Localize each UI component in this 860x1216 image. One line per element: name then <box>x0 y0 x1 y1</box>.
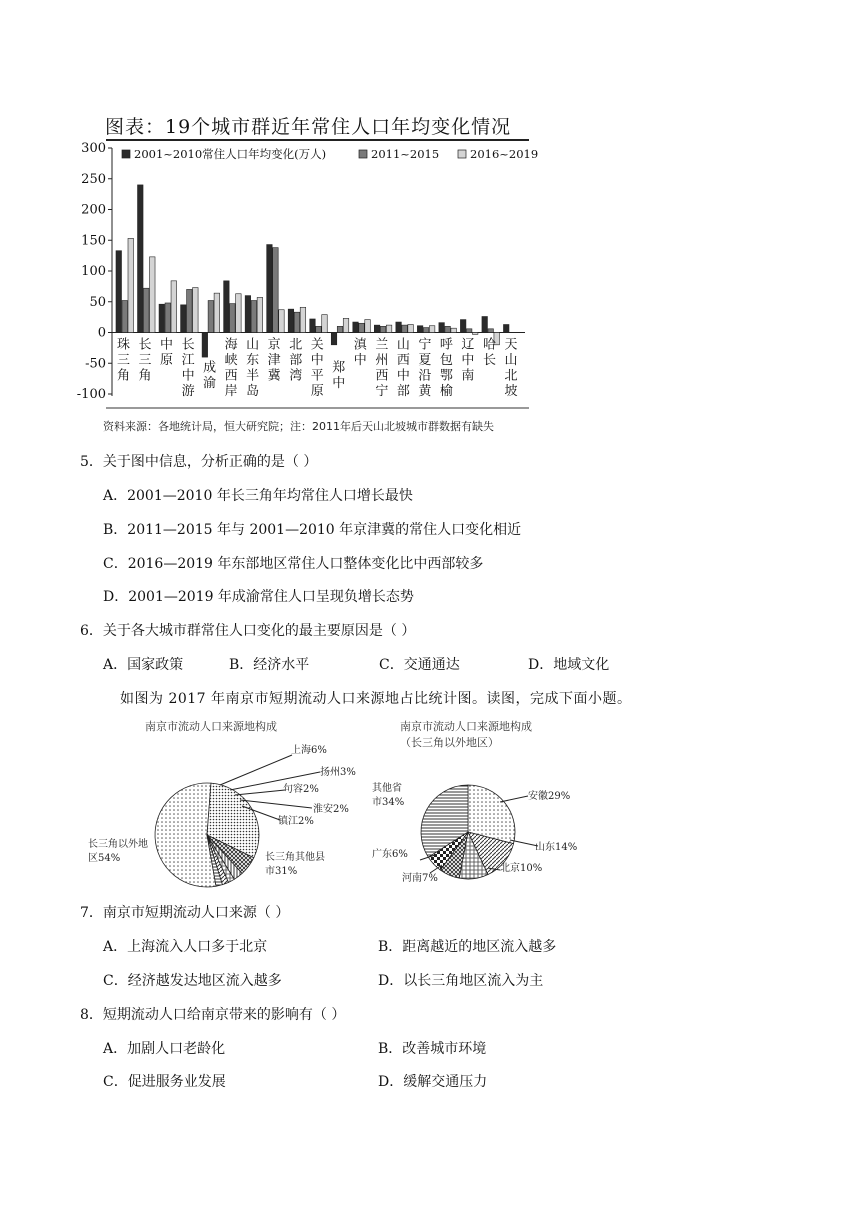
bar-15-series-1 <box>445 326 451 332</box>
question-5-stem: 5．关于图中信息，分析正确的是（ ） <box>80 454 318 470</box>
bar-15-series-2 <box>451 328 457 332</box>
bar-15-series-0 <box>439 323 445 333</box>
bar-11-series-2 <box>365 320 371 333</box>
q8-option-a[interactable]: A．加剧人口老龄化 <box>103 1041 226 1057</box>
bar-7-series-1 <box>273 248 279 333</box>
q8-option-b[interactable]: B．改善城市环境 <box>378 1041 487 1057</box>
x-category-label: 京津冀 <box>267 337 281 384</box>
bar-3-series-0 <box>181 305 187 333</box>
y-tick-label: -100 <box>76 387 106 402</box>
x-category-label: 成渝 <box>203 360 217 392</box>
q5-option-c[interactable]: C．2016—2019 年东部地区常住人口整体变化比中西部较多 <box>103 556 484 572</box>
bar-2-series-0 <box>159 304 165 332</box>
pie1-label-yangzhou: 扬州3% <box>320 767 356 778</box>
bar-chart <box>70 140 540 415</box>
bar-12-series-1 <box>380 326 386 332</box>
q8-option-c[interactable]: C．促进服务业发展 <box>103 1074 226 1090</box>
x-category-label: 北部湾 <box>289 337 303 384</box>
bar-16-series-1 <box>466 329 472 333</box>
bar-5-series-2 <box>236 294 242 333</box>
q8-option-d[interactable]: D．缓解交通压力 <box>378 1074 488 1090</box>
bar-11-series-1 <box>359 323 365 332</box>
pie1-label-other-counties: 长三角其他县市31% <box>265 852 325 877</box>
bar-1-series-2 <box>150 257 156 333</box>
pie1-label-shanghai: 上海6% <box>291 745 327 756</box>
x-category-label: 辽中南 <box>461 337 475 384</box>
y-tick-label: 50 <box>89 294 106 310</box>
bar-9-series-0 <box>310 319 316 333</box>
x-category-label: 海峡西岸 <box>224 337 238 399</box>
bar-13-series-0 <box>396 322 402 332</box>
q6-option-b[interactable]: B．经济水平 <box>229 657 310 673</box>
q5-option-b[interactable]: B．2011—2015 年与 2001—2010 年京津冀的常住人口变化相近 <box>103 522 522 538</box>
bar-4-series-2 <box>214 293 220 332</box>
bar-17-series-1 <box>488 329 494 333</box>
pie-charts-figure <box>80 740 600 900</box>
bar-6-series-1 <box>251 301 257 333</box>
q6-option-d[interactable]: D．地域文化 <box>528 657 610 673</box>
x-category-label: 山东半岛 <box>246 337 260 399</box>
bar-2-series-1 <box>165 303 171 333</box>
pie1-title: 南京市流动人口来源地构成 <box>145 720 277 733</box>
chart-title: 图表：19个城市群近年常住人口年均变化情况 <box>105 116 512 138</box>
pie-intro-text: 如图为 2017 年南京市短期流动人口来源地占比统计图。读图，完成下面小题。 <box>120 691 632 707</box>
bar-9-series-1 <box>316 326 322 332</box>
bar-4-series-0 <box>202 333 208 358</box>
legend-swatch-1 <box>359 150 367 158</box>
q6-option-a[interactable]: A．国家政策 <box>103 657 184 673</box>
bar-6-series-2 <box>257 297 263 332</box>
bar-14-series-0 <box>417 326 423 333</box>
y-tick-label: 250 <box>81 171 106 187</box>
source-note: 资料来源：各地统计局，恒大研究院；注：2011年后天山北坡城市群数据有缺失 <box>103 420 494 433</box>
bar-18-series-0 <box>503 325 509 333</box>
q5-option-a[interactable]: A．2001—2010 年长三角年均常住人口增长最快 <box>103 488 413 504</box>
x-category-label: 关中平原 <box>310 337 324 399</box>
x-category-label: 宁夏沿黄 <box>418 337 432 399</box>
pie2-label-shandong: 山东14% <box>535 842 578 853</box>
legend-label-1: 2011~2015 <box>371 147 440 161</box>
bar-5-series-0 <box>224 281 230 333</box>
q5-option-d[interactable]: D．2001—2019 年成渝常住人口呈现负增长态势 <box>103 589 414 605</box>
pie2-label-beijing: 北京10% <box>500 863 543 874</box>
bar-0-series-1 <box>122 301 128 333</box>
leader-jurong <box>235 790 285 795</box>
bar-8-series-2 <box>300 307 306 332</box>
bar-8-series-1 <box>294 312 300 332</box>
bar-9-series-2 <box>322 315 328 333</box>
pie-chart-1 <box>155 783 259 887</box>
bar-10-series-1 <box>337 326 343 332</box>
bar-1-series-1 <box>144 288 150 332</box>
bar-13-series-2 <box>408 325 414 333</box>
leader-shanghai <box>220 755 292 785</box>
bar-17-series-0 <box>482 317 488 333</box>
y-tick-label: 200 <box>81 202 106 218</box>
bar-0-series-0 <box>116 251 122 333</box>
bar-3-series-2 <box>193 288 199 333</box>
pie2-subtitle: （长三角以外地区） <box>400 736 499 749</box>
legend-label-0: 2001~2010常住人口年均变化(万人) <box>134 147 327 161</box>
bar-4-series-1 <box>208 301 214 333</box>
question-7-stem: 7．南京市短期流动人口来源（ ） <box>80 905 290 921</box>
bar-7-series-0 <box>267 245 273 333</box>
bar-10-series-2 <box>343 318 349 332</box>
pie2-title: 南京市流动人口来源地构成 <box>400 720 532 733</box>
y-tick-label: 150 <box>81 233 106 249</box>
pie1-label-jurong: 句容2% <box>283 784 319 795</box>
pie2-label-others: 其他省市34% <box>372 783 405 808</box>
x-category-label: 山西中部 <box>396 337 410 399</box>
y-tick-label: 0 <box>97 325 106 341</box>
x-category-label: 呼包鄂榆 <box>439 337 453 399</box>
x-category-label: 长三角 <box>138 337 152 384</box>
pie2-label-guangdong: 广东6% <box>372 849 408 860</box>
q7-option-c[interactable]: C．经济越发达地区流入越多 <box>103 973 282 989</box>
legend-swatch-0 <box>122 150 130 158</box>
pie1-label-zhenjiang: 镇江2% <box>278 816 314 827</box>
bar-5-series-1 <box>230 304 236 333</box>
y-tick-label: -50 <box>85 356 106 372</box>
pie2-label-anhui: 安徽29% <box>528 791 571 802</box>
x-category-label: 中原 <box>160 337 174 368</box>
pie1-label-huaian: 淮安2% <box>313 804 349 815</box>
x-category-label: 天山北坡 <box>504 337 518 399</box>
legend-label-2: 2016~2019 <box>470 147 539 161</box>
x-category-label: 兰州西宁 <box>375 337 389 399</box>
leader-shandong <box>510 840 538 846</box>
bar-14-series-2 <box>429 326 435 333</box>
bar-1-series-0 <box>138 185 144 333</box>
bar-7-series-2 <box>279 310 285 333</box>
bar-8-series-0 <box>288 309 294 332</box>
bar-13-series-1 <box>402 325 408 332</box>
bar-12-series-2 <box>386 325 392 332</box>
x-category-label: 珠三角 <box>117 337 131 384</box>
x-category-label: 滇中 <box>353 337 367 368</box>
legend-swatch-2 <box>458 150 466 158</box>
x-category-label: 长江中游 <box>181 337 195 399</box>
q7-option-b[interactable]: B．距离越近的地区流入越多 <box>378 939 557 955</box>
question-6-stem: 6．关于各大城市群常住人口变化的最主要原因是（ ） <box>80 623 416 639</box>
question-8-stem: 8．短期流动人口给南京带来的影响有（ ） <box>80 1007 346 1023</box>
bar-10-series-0 <box>331 333 337 345</box>
q7-option-d[interactable]: D．以长三角地区流入为主 <box>378 973 544 989</box>
bar-11-series-0 <box>353 322 359 332</box>
y-tick-label: 100 <box>81 264 106 279</box>
leader-anhui <box>500 796 528 802</box>
bar-14-series-1 <box>423 328 429 333</box>
q7-option-a[interactable]: A．上海流入人口多于北京 <box>103 939 268 955</box>
bar-16-series-0 <box>460 320 466 333</box>
bar-0-series-2 <box>128 238 134 332</box>
y-tick-label: 300 <box>81 141 106 156</box>
bar-6-series-0 <box>245 296 251 333</box>
pie2-label-henan: 河南7% <box>402 873 438 884</box>
x-category-label: 郑中 <box>332 360 346 392</box>
pie1-label-outside: 长三角以外地区54% <box>88 839 148 864</box>
bar-16-series-2 <box>472 333 478 335</box>
bar-2-series-2 <box>171 281 177 333</box>
bar-3-series-1 <box>187 289 193 332</box>
q6-option-c[interactable]: C．交通通达 <box>379 657 460 673</box>
bar-12-series-0 <box>374 325 380 332</box>
x-category-label: 哈长 <box>482 337 496 368</box>
